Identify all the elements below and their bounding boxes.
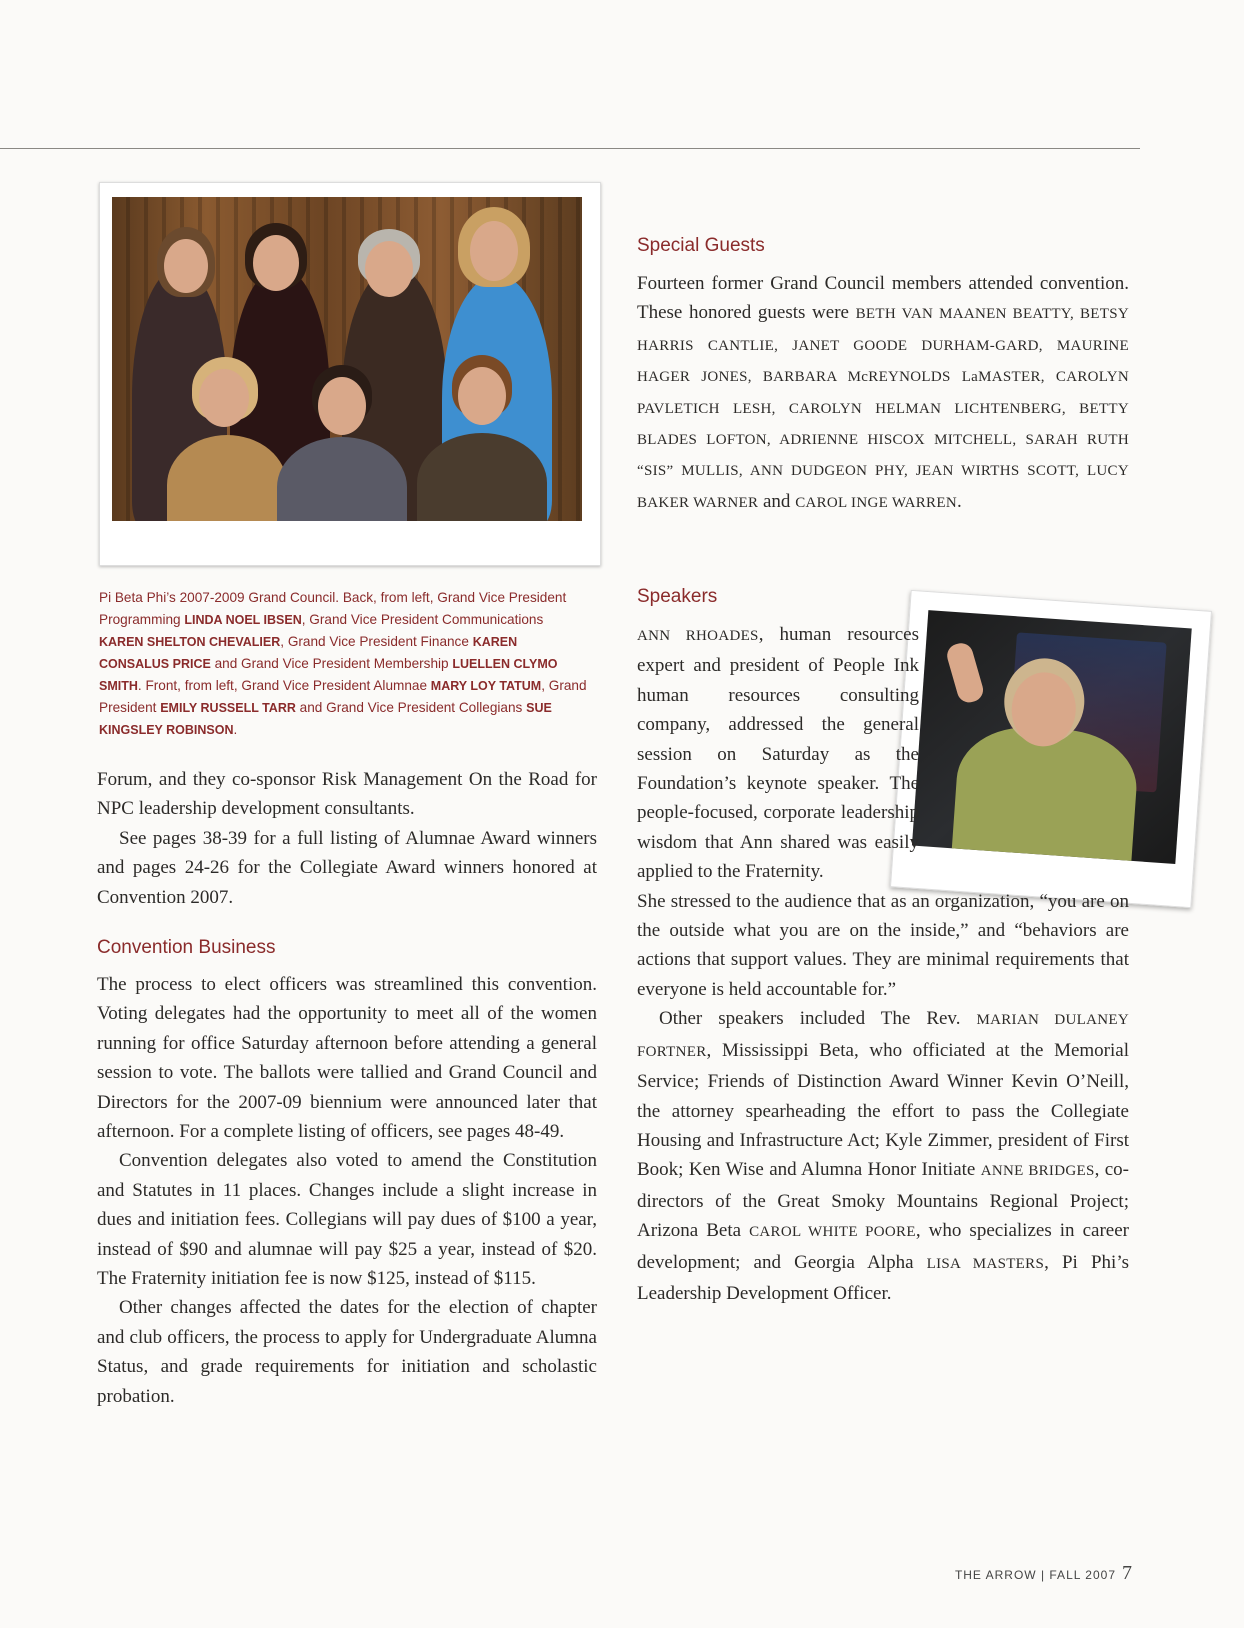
section-heading-special-guests: Special Guests — [637, 235, 765, 256]
page-footer — [955, 1562, 1132, 1585]
speakers-text: ANN RHOADES, human resources expert and president of People Ink human resources consulting company, addressed the general session on Saturday as the Foundation’s keynote speaker. The people-focused, corporate leadership wisdom that Ann shared was easily applied to the Fraternity. She stressed to the audience that as an organization, “you are on the outside what you are on the inside,” and “behaviors are actions that support values. They are minimal requirements that everyone is held accountable for.” Other speakers included The Rev. MARIAN DULANEY FORTNER, Mississippi Beta, who officiated at the Memorial Service; Friends of Distinction Award Winner Kevin O’Neill, the attorney spearheading the effort to pass the Collegiate Housing and Infrastructure Act; Kyle Zimmer, president of First Book; Ken Wise and Alumna Honor Initiate ANNE BRIDGES, co-directors of the Great Smoky Mountains Regional Project; Arizona Beta CAROL WHITE POORE, who specializes in career development; and Georgia Alpha LISA MASTERS, Pi Phi’s Leadership Development Officer. — [637, 624, 1130, 1304]
left-column-body — [97, 970, 597, 1411]
paragraph: See pages 38-39 for a full listing of Alumnae Award winners and pages 24-26 for the Collegiate Award winners honored at Convention 2007. — [97, 827, 597, 908]
paragraph: Other changes affected the dates for the election of chapter and club officers, the process to apply for Undergraduate Alumna Status, and grade requirements for initiation and scholastic probation. — [97, 1297, 597, 1407]
section-heading-speakers: Speakers — [637, 586, 718, 607]
group-photo-frame — [99, 182, 601, 566]
paragraph: Forum, and they co-sponsor Risk Management On the Road for NPC leadership development consultants. — [97, 769, 597, 820]
paragraph: The process to elect officers was streamlined this convention. Voting delegates had the opportunity to meet all of the women running for office Saturday afternoon before attending a general session to vote. The ballots were tallied and Grand Council and Directors for the 2007-09 biennium were announced later that afternoon. For a complete listing of officers, see pages 48-49. — [97, 974, 597, 1143]
left-column-top — [97, 765, 597, 912]
section-heading-convention-business: Convention Business — [97, 937, 276, 958]
special-guests-text: Fourteen former Grand Council members attended convention. These honored guests were BETH VAN MAANEN BEATTY, BETSY HARRIS CANTLIE, JANET GOODE DURHAM-GARD, MAURINE HAGER JONES, BARBARA McREYNOLDS LaMASTER, CAROLYN PAVLETICH LESH, CAROLYN HELMAN LICHTENBERG, BETTY BLADES LOFTON, ADRIENNE HISCOX MITCHELL, SARAH RUTH “SIS” MULLIS, ANN DUDGEON PHY, JEAN WIRTHS SCOTT, LUCY BAKER WARNER and CAROL INGE WARREN. — [637, 273, 1129, 512]
photo-caption: Pi Beta Phi’s 2007-2009 Grand Council. Back, from left, Grand Vice President Programming LINDA NOEL IBSEN, Grand Vice President Communications KAREN SHELTON CHEVALIER, Grand Vice President Finance KAREN CONSALUS PRICE and Grand Vice President Membership LUELLEN CLYMO SMITH. Front, from left, Grand Vice President Alumnae MARY LOY TATUM, Grand President EMILY RUSSELL TARR and Grand Vice President Collegians SUE KINGSLEY ROBINSON. — [99, 590, 587, 737]
page-number: 7 — [1122, 1562, 1132, 1584]
paragraph: Convention delegates also voted to amend the Constitution and Statutes in 11 places. Changes include a slight increase in dues and initiation fees. Collegians will pay dues of $100 a year, instead of $90 and alumnae will pay $25 a year, instead of $20. The Fraternity initiation fee is now $125, instead of $115. — [97, 1150, 597, 1290]
top-rule — [0, 148, 1140, 149]
publication-label: THE ARROW | FALL 2007 — [954, 1568, 1116, 1582]
grand-council-photo — [112, 197, 582, 521]
